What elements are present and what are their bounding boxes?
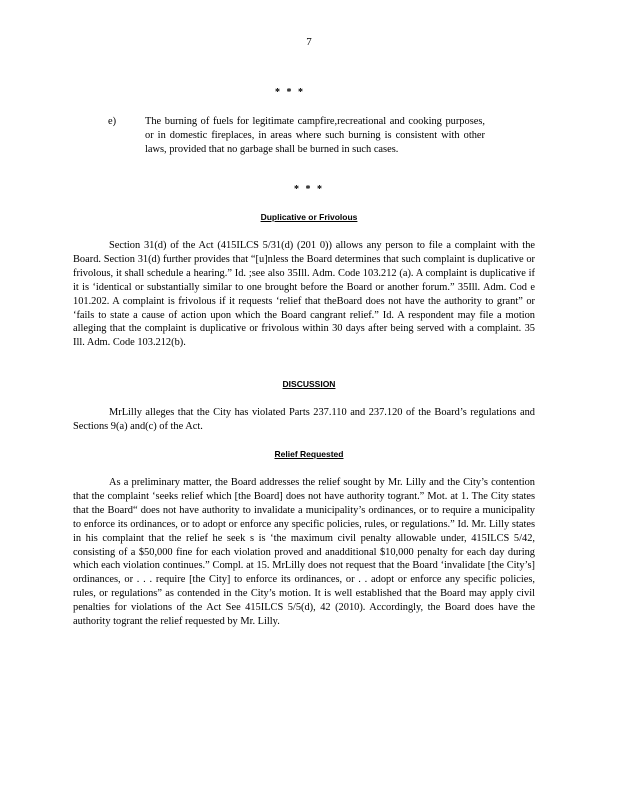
paragraph-duplicative-frivolous: Section 31(d) of the Act (415ILCS 5/31(d) (201 0)) allows any person to file a complaint with the Board. Section 31(d) further provides that “[u]nless the Board determines that such complaint is duplicative or frivolous, it shall schedule a hearing.” Id. ;see also 35Ill. Adm. Code 103.212 (a). A complaint is duplicative if it is ‘identical or substantially similar to one brought before the Board or another forum.” 35Ill. Adm. Cod e 101.202. A complaint is frivolous if it requests ‘relief that theBoard does not have the authority to grant” or ‘fails to state a cause of action upon which the Board cangrant relief.” Id. A respondent may file a motion alleging that the complaint is duplicative or frivolous within 30 days after being served with a complaint. 35 Ill. Adm. Code 103.212(b). <box>73 240 535 349</box>
section-separator: * * * <box>294 184 324 195</box>
paragraph-relief-requested: As a preliminary matter, the Board addresses the relief sought by Mr. Lilly and the City’s contention that the complaint ‘seeks relief which [the Board] does not have authority togrant.” Mot. at 1. The City states that the Board“ does not have authority to invalidate a municipality’s ordinances, or to require a municipality to enforce its ordinances, or to adopt or enforce any specific policies, rules, or regulations.” Id. Mr. Lilly states in his complaint that the relief he seek s is ‘the maximum civil penalty allowable under, 415ILCS 5/42, consisting of a $50,000 fine for each violation proved and anadditional $10,000 penalty for each day during which each violation continues.” Compl. at 15. MrLilly does not request that the Board ‘invalidate [the City’s] ordinances, or . . . require [the City] to enforce its ordinances, or . . adopt or enforce any specific policies, rules, or regulations” as contended in the City’s motion. It is well established that the Board may apply civil penalties for violations of the Act See 415ILCS 5/5(d), 42 (2010). Accordingly, the Board does have the authority togrant the relief requested by Mr. Lilly. <box>73 477 535 628</box>
list-item-marker: e) <box>108 116 117 127</box>
heading-duplicative-frivolous: Duplicative or Frivolous <box>260 212 358 222</box>
heading-relief-requested: Relief Requested <box>274 449 344 459</box>
paragraph-discussion: MrLilly alleges that the City has violated Parts 237.110 and 237.120 of the Board’s regulations and Sections 9(a) and(c) of the Act. <box>73 407 535 432</box>
page-number: 7 <box>306 36 312 48</box>
section-separator: * * * <box>275 87 305 98</box>
heading-discussion: DISCUSSION <box>282 379 336 389</box>
list-item-text: The burning of fuels for legitimate campfire,recreational and cooking purposes, or in domestic fireplaces, in areas where such burning is consistent with other laws, provided that no garbage shall be burned in such cases. <box>145 116 485 155</box>
